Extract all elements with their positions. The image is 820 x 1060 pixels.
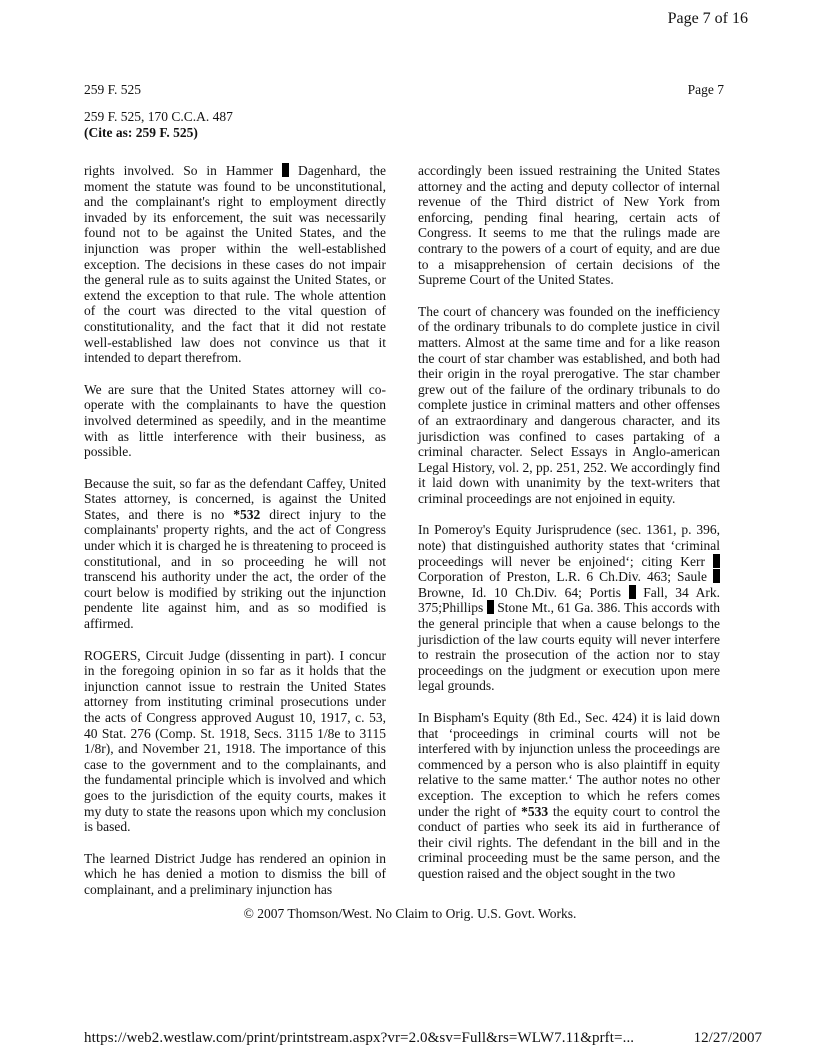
paragraph (84, 163, 386, 366)
star-page-marker: *533 (521, 803, 549, 819)
page-indicator: Page 7 of 16 (667, 10, 748, 27)
text-segment: Because the suit, so far as the defendant Caffey, United States attorney, is concerned, is against the United States, and there is no (84, 475, 386, 522)
right-column (418, 163, 720, 898)
copyright-notice: © 2007 Thomson/West. No Claim to Orig. U.S. Govt. Works. (243, 906, 577, 921)
paragraph (418, 710, 720, 882)
paragraph: The court of chancery was founded on the inefficiency of the ordinary tribunals to do complete justice in civil matters. Almost at the same time and for a like reason the court of star chamber was established, and both had their origin in the royal prerogative. The star chamber grew out of the failure of the ordinary tribunals to do complete justice in criminal matters and other offenses of an extraordinary and dangerous character, and its jurisdiction was confined to cases partaking of a criminal character. Select Essays in Anglo-american Legal History, vol. 2, pp. 251, 252. We accordingly find it laid down with unanimity by the text-writers that criminal proceedings are not enjoined in equity. (418, 303, 720, 506)
citation-header: 259 F. 525 (84, 82, 142, 97)
text-segment: Fall, 34 Ark. 375;Phillips (418, 584, 720, 616)
text-segment: direct injury to the complainants' property rights, and the act of Congress under which it is charged he is threatening to proceed is constitutional, and in so proceeding he will not transcend his authority under the act, the order of the court below is modified by striking out the injunction pendente lite against him, and as so modified is affirmed. (84, 506, 386, 632)
text-segment: rights involved. So in Hammer (84, 163, 274, 178)
paragraph: The learned District Judge has rendered an opinion in which he has denied a motion to dismiss the bill of complainant, and a preliminary injunction has (84, 850, 386, 897)
page-label: Page 7 (687, 82, 724, 97)
text-segment: Dagenhard, the moment the statute was found to be unconstitutional, and the complainant's right to employment directly invaded by its enforcement, the suit was necessarily found not to be against the United States, and the injunction was proper within the well-established exception. The decisions in these cases do not impair the general rule as to suits against the United States, or extend the exception to that rule. The whole attention of the court was directed to the vital question of constitutionality, and the fact that it did not restate well-established law does not convince us that it intended to depart therefrom. (84, 163, 387, 366)
star-page-marker: *532 (233, 506, 261, 522)
text-segment: Browne, Id. 10 Ch.Div. 64; Portis (418, 584, 621, 600)
text-segment: In Bispham's Equity (8th Ed., Sec. 424) it is laid down that ‘proceedings in criminal courts will not be interfered with by injunction unless the proceedings are commenced by a person who is also plaintiff in equity relative to the same matter.‘ The author notes no other exception. The exception to which he refers comes under the right of (418, 710, 720, 819)
citation-line: 259 F. 525, 170 C.C.A. 487 (84, 109, 233, 124)
text-segment: the equity court to control the conduct of parties who seek its aid in furtherance of their civil rights. The defendant in the bill and in the criminal proceeding must be the same person, and the question raised and the object sought in the two (418, 803, 720, 881)
print-url: https://web2.westlaw.com/print/printstream.aspx?vr=2.0&sv=Full&rs=WLW7.11&prft=... (84, 1030, 635, 1046)
paragraph (418, 522, 720, 694)
redaction-mark (487, 600, 494, 614)
text-segment: Stone Mt., 61 Ga. 386. This accords with the general principle that when a cause belongs to the jurisdiction of the law courts equity will never interfere to restrain the prosecution of the action nor to stay proceedings on the judgment or execution upon mere legal grounds. (418, 600, 721, 694)
paragraph (84, 476, 386, 632)
redaction-mark (629, 585, 636, 599)
text-segment: Corporation of Preston, L.R. 6 Ch.Div. 463; Saule (418, 569, 707, 585)
left-column (84, 163, 386, 914)
redaction-mark (713, 569, 720, 583)
citation-block (84, 109, 233, 141)
cite-as-line: (Cite as: 259 F. 525) (84, 125, 198, 140)
paragraph: We are sure that the United States attorney will co-operate with the complainants to have the question involved determined as speedily, and in the meantime with as little interference with their business, as possible. (84, 381, 386, 460)
redaction-mark (713, 554, 720, 568)
text-segment: In Pomeroy's Equity Jurisprudence (sec. 1361, p. 396, note) that distinguished authority states that ‘criminal proceedings will never be enjoined‘; citing Kerr (418, 522, 720, 569)
redaction-mark (282, 163, 289, 177)
paragraph: accordingly been issued restraining the United States attorney and the acting and deputy collector of internal revenue of the Third district of New York from enforcing, pending final hearing, certain acts of Congress. It seems to me that the rulings made are contrary to the powers of a court of equity, and are due to a misapprehension of certain decisions of the Supreme Court of the United States. (418, 163, 720, 288)
paragraph: ROGERS, Circuit Judge (dissenting in part). I concur in the foregoing opinion in so far as it holds that the injunction cannot issue to restrain the United States attorney from instituting criminal prosecutions under the acts of Congress approved August 10, 1917, c. 53, 40 Stat. 276 (Comp. St. 1918, Secs. 3115 1/8e to 3115 1/8r), and November 21, 1918. The importance of this case to the government and to the complainants, and the fundamental principle which is involved and which goes to the jurisdiction of the equity courts, makes it my duty to state the reasons upon which my conclusion is based. (84, 647, 386, 835)
print-date: 12/27/2007 (693, 1030, 762, 1046)
